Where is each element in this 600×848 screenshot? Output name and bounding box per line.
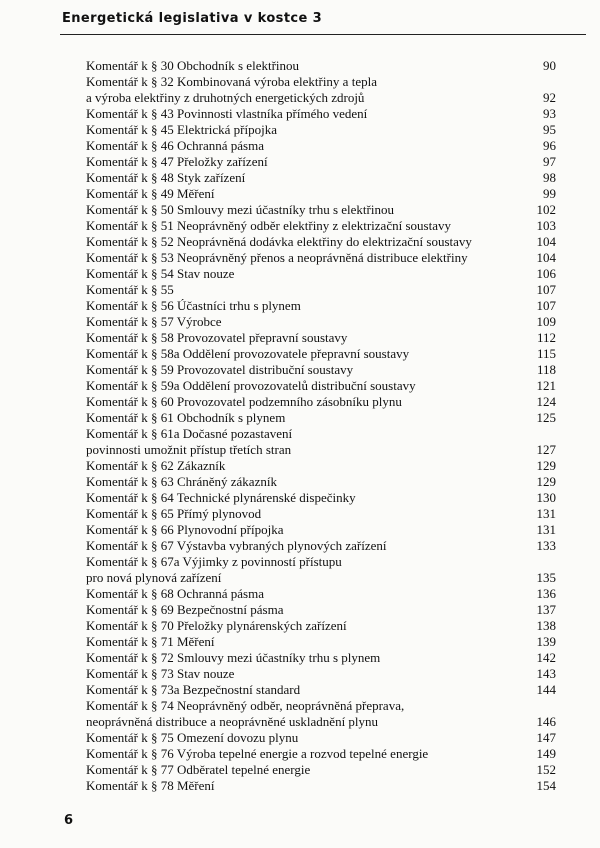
toc-entry bbox=[86, 250, 556, 266]
toc-entry-page: 95 bbox=[543, 122, 556, 137]
toc-entry-page: 125 bbox=[536, 410, 556, 425]
toc-entry-line bbox=[86, 570, 556, 586]
toc-entry-title: Komentář k § 61a Dočasné pozastavení bbox=[86, 426, 293, 441]
toc-entry-line bbox=[86, 330, 556, 346]
toc-entry bbox=[86, 218, 556, 234]
toc-entry-page: 124 bbox=[536, 394, 556, 409]
toc-entry-page: 96 bbox=[543, 138, 556, 153]
toc-entry-title: neoprávněná distribuce a neoprávněné uskladnění plynu bbox=[86, 714, 379, 729]
toc-entry-page: 135 bbox=[536, 570, 556, 585]
toc-entry-title: Komentář k § 74 Neoprávněný odběr, neoprávněná přeprava, bbox=[86, 698, 405, 713]
toc-entry-line bbox=[86, 314, 556, 330]
toc-entry-title: Komentář k § 53 Neoprávněný přenos a neoprávněná distribuce elektřiny bbox=[86, 250, 468, 265]
toc-entry-title: Komentář k § 59a Oddělení provozovatelů distribuční soustavy bbox=[86, 378, 416, 393]
toc-entry bbox=[86, 154, 556, 170]
toc-entry-title: Komentář k § 58a Oddělení provozovatele přepravní soustavy bbox=[86, 346, 410, 361]
toc-entry-title: Komentář k § 78 Měření bbox=[86, 778, 215, 793]
toc-entry-title: Komentář k § 48 Styk zařízení bbox=[86, 170, 246, 185]
toc-entry bbox=[86, 138, 556, 154]
toc-entry bbox=[86, 362, 556, 378]
toc-entry-page: 152 bbox=[536, 762, 556, 777]
toc-entry-title: Komentář k § 43 Povinnosti vlastníka přímého vedení bbox=[86, 106, 368, 121]
toc-entry-page: 115 bbox=[536, 346, 556, 361]
toc-entry bbox=[86, 314, 556, 330]
toc-entry-line bbox=[86, 746, 556, 762]
toc-entry bbox=[86, 458, 556, 474]
toc-entry-line bbox=[86, 362, 556, 378]
toc-entry-line bbox=[86, 58, 556, 74]
toc-entry-line bbox=[86, 154, 556, 170]
toc-entry-page: 154 bbox=[536, 778, 556, 793]
toc-entry-title: Komentář k § 67a Výjimky z povinností přístupu bbox=[86, 554, 342, 569]
toc-entry-line bbox=[86, 218, 556, 234]
toc-entry-title: Komentář k § 77 Odběratel tepelné energie bbox=[86, 762, 311, 777]
toc-entry-page: 144 bbox=[536, 682, 556, 697]
toc-entry-title: Komentář k § 46 Ochranná pásma bbox=[86, 138, 264, 153]
toc-entry-page: 138 bbox=[536, 618, 556, 633]
toc-entry-line bbox=[86, 90, 556, 106]
toc-entry-title: Komentář k § 72 Smlouvy mezi účastníky trhu s plynem bbox=[86, 650, 381, 665]
running-header-title: Energetická legislativa v kostce 3 bbox=[62, 11, 323, 26]
toc-entry-title: Komentář k § 69 Bezpečnostní pásma bbox=[86, 602, 284, 617]
toc-entry-line bbox=[86, 634, 556, 650]
toc-entry-title: Komentář k § 63 Chráněný zákazník bbox=[86, 474, 277, 489]
toc-entry bbox=[86, 410, 556, 426]
toc-entry-title: Komentář k § 45 Elektrická přípojka bbox=[86, 122, 277, 137]
toc-entry-line bbox=[86, 506, 556, 522]
toc-entry-title: Komentář k § 62 Zákazník bbox=[86, 458, 226, 473]
toc-entry-line bbox=[86, 234, 556, 250]
toc-entry-title: Komentář k § 50 Smlouvy mezi účastníky trhu s elektřinou bbox=[86, 202, 394, 217]
toc-entry bbox=[86, 666, 556, 682]
toc-entry-title: Komentář k § 75 Omezení dovozu plynu bbox=[86, 730, 299, 745]
toc-entry-title: pro nová plynová zařízení bbox=[86, 570, 222, 585]
toc-entry bbox=[86, 762, 556, 778]
toc-entry bbox=[86, 506, 556, 522]
toc-entry bbox=[86, 202, 556, 218]
toc-entry-page: 136 bbox=[536, 586, 556, 601]
toc-entry-line bbox=[86, 186, 556, 202]
toc-entry-page: 107 bbox=[536, 298, 556, 313]
toc-entry bbox=[86, 426, 556, 458]
toc-entry-line bbox=[86, 474, 556, 490]
toc-entry-line bbox=[86, 666, 556, 682]
toc-entry-page: 97 bbox=[543, 154, 556, 169]
table-of-contents bbox=[86, 58, 556, 794]
toc-entry bbox=[86, 618, 556, 634]
toc-entry bbox=[86, 122, 556, 138]
toc-entry-line bbox=[86, 682, 556, 698]
toc-entry-line bbox=[86, 586, 556, 602]
toc-entry-page: 139 bbox=[536, 634, 556, 649]
toc-entry-line bbox=[86, 74, 556, 90]
toc-entry bbox=[86, 746, 556, 762]
toc-entry-title: Komentář k § 67 Výstavba vybraných plynových zařízení bbox=[86, 538, 387, 553]
toc-entry-page: 129 bbox=[536, 458, 556, 473]
toc-entry bbox=[86, 282, 556, 298]
toc-entry-line bbox=[86, 138, 556, 154]
toc-entry-line bbox=[86, 490, 556, 506]
toc-entry-page: 127 bbox=[536, 442, 556, 457]
toc-entry-title: Komentář k § 30 Obchodník s elektřinou bbox=[86, 58, 300, 73]
toc-entry-title: Komentář k § 73a Bezpečnostní standard bbox=[86, 682, 301, 697]
toc-entry bbox=[86, 522, 556, 538]
toc-entry-page: 102 bbox=[536, 202, 556, 217]
toc-entry-line bbox=[86, 538, 556, 554]
toc-entry bbox=[86, 730, 556, 746]
toc-entry bbox=[86, 650, 556, 666]
toc-entry-page: 130 bbox=[536, 490, 556, 505]
toc-entry-page: 93 bbox=[543, 106, 556, 121]
toc-entry bbox=[86, 634, 556, 650]
toc-entry-page: 112 bbox=[536, 330, 556, 345]
toc-entry-line bbox=[86, 202, 556, 218]
toc-entry-page: 92 bbox=[543, 90, 556, 105]
toc-entry-page: 103 bbox=[536, 218, 556, 233]
toc-entry-line bbox=[86, 602, 556, 618]
toc-entry-page: 133 bbox=[536, 538, 556, 553]
toc-entry bbox=[86, 234, 556, 250]
toc-entry-page: 137 bbox=[536, 602, 556, 617]
toc-entry-line bbox=[86, 778, 556, 794]
toc-entry-line bbox=[86, 730, 556, 746]
toc-entry-title: Komentář k § 49 Měření bbox=[86, 186, 215, 201]
toc-entry-title: Komentář k § 61 Obchodník s plynem bbox=[86, 410, 286, 425]
toc-entry bbox=[86, 266, 556, 282]
toc-entry bbox=[86, 682, 556, 698]
toc-entry-line bbox=[86, 298, 556, 314]
toc-entry-title: Komentář k § 65 Přímý plynovod bbox=[86, 506, 262, 521]
toc-entry-title: Komentář k § 56 Účastníci trhu s plynem bbox=[86, 298, 301, 313]
toc-entry-title: Komentář k § 32 Kombinovaná výroba elektřiny a tepla bbox=[86, 74, 377, 89]
toc-entry-title: Komentář k § 60 Provozovatel podzemního zásobníku plynu bbox=[86, 394, 402, 409]
toc-entry bbox=[86, 74, 556, 106]
toc-entry bbox=[86, 106, 556, 122]
toc-entry-title: Komentář k § 54 Stav nouze bbox=[86, 266, 235, 281]
toc-entry bbox=[86, 554, 556, 586]
toc-entry-title: Komentář k § 73 Stav nouze bbox=[86, 666, 235, 681]
toc-entry-page: 129 bbox=[536, 474, 556, 489]
toc-entry-page: 106 bbox=[536, 266, 556, 281]
toc-entry-line bbox=[86, 522, 556, 538]
toc-entry-page: 107 bbox=[536, 282, 556, 297]
toc-entry-line bbox=[86, 714, 556, 730]
toc-entry-line bbox=[86, 698, 556, 714]
page-number: 6 bbox=[64, 813, 74, 828]
toc-entry-line bbox=[86, 410, 556, 426]
toc-entry bbox=[86, 186, 556, 202]
toc-entry-page: 104 bbox=[536, 250, 556, 265]
toc-entry bbox=[86, 298, 556, 314]
toc-entry bbox=[86, 538, 556, 554]
toc-entry-line bbox=[86, 378, 556, 394]
toc-entry-title: Komentář k § 70 Přeložky plynárenských zařízení bbox=[86, 618, 347, 633]
toc-entry-title: Komentář k § 57 Výrobce bbox=[86, 314, 222, 329]
toc-entry bbox=[86, 586, 556, 602]
toc-entry-line bbox=[86, 170, 556, 186]
toc-entry-page: 104 bbox=[536, 234, 556, 249]
toc-entry-page: 121 bbox=[536, 378, 556, 393]
toc-entry bbox=[86, 778, 556, 794]
toc-entry-title: Komentář k § 76 Výroba tepelné energie a rozvod tepelné energie bbox=[86, 746, 429, 761]
toc-entry-title: Komentář k § 47 Přeložky zařízení bbox=[86, 154, 268, 169]
toc-entry-line bbox=[86, 426, 556, 442]
toc-entry-title: Komentář k § 64 Technické plynárenské dispečinky bbox=[86, 490, 356, 505]
toc-entry-line bbox=[86, 394, 556, 410]
toc-entry-title: Komentář k § 55 bbox=[86, 282, 174, 297]
toc-entry-page: 131 bbox=[536, 522, 556, 537]
toc-entry-page: 142 bbox=[536, 650, 556, 665]
toc-entry-title: Komentář k § 51 Neoprávněný odběr elektřiny z elektrizační soustavy bbox=[86, 218, 451, 233]
toc-entry-title: Komentář k § 66 Plynovodní přípojka bbox=[86, 522, 284, 537]
toc-entry bbox=[86, 474, 556, 490]
toc-entry-line bbox=[86, 282, 556, 298]
toc-entry-title: Komentář k § 52 Neoprávněná dodávka elektřiny do elektrizační soustavy bbox=[86, 234, 472, 249]
toc-entry-page: 98 bbox=[543, 170, 556, 185]
toc-entry bbox=[86, 602, 556, 618]
toc-entry-line bbox=[86, 554, 556, 570]
toc-entry-page: 90 bbox=[543, 58, 556, 73]
toc-entry-page: 143 bbox=[536, 666, 556, 681]
toc-entry bbox=[86, 394, 556, 410]
toc-entry-title: povinnosti umožnit přístup třetích stran bbox=[86, 442, 292, 457]
header-rule bbox=[60, 34, 586, 35]
toc-entry-line bbox=[86, 618, 556, 634]
toc-entry-title: Komentář k § 59 Provozovatel distribuční soustavy bbox=[86, 362, 354, 377]
toc-entry bbox=[86, 346, 556, 362]
toc-entry-page: 109 bbox=[536, 314, 556, 329]
toc-entry bbox=[86, 58, 556, 74]
toc-entry-line bbox=[86, 346, 556, 362]
toc-entry-page: 118 bbox=[536, 362, 556, 377]
toc-entry-line bbox=[86, 122, 556, 138]
toc-entry bbox=[86, 330, 556, 346]
toc-entry-page: 131 bbox=[536, 506, 556, 521]
toc-entry-line bbox=[86, 458, 556, 474]
toc-entry bbox=[86, 698, 556, 730]
toc-entry-line bbox=[86, 250, 556, 266]
toc-entry-page: 146 bbox=[536, 714, 556, 729]
toc-entry-title: Komentář k § 58 Provozovatel přepravní soustavy bbox=[86, 330, 348, 345]
toc-entry bbox=[86, 378, 556, 394]
toc-entry-title: Komentář k § 71 Měření bbox=[86, 634, 215, 649]
toc-entry-line bbox=[86, 442, 556, 458]
toc-entry-page: 99 bbox=[543, 186, 556, 201]
toc-entry-line bbox=[86, 650, 556, 666]
toc-entry bbox=[86, 170, 556, 186]
toc-entry-line bbox=[86, 762, 556, 778]
toc-entry-title: Komentář k § 68 Ochranná pásma bbox=[86, 586, 264, 601]
toc-entry-page: 149 bbox=[536, 746, 556, 761]
toc-entry bbox=[86, 490, 556, 506]
toc-entry-page: 147 bbox=[536, 730, 556, 745]
toc-entry-title: a výroba elektřiny z druhotných energetických zdrojů bbox=[86, 90, 365, 105]
toc-entry-line bbox=[86, 106, 556, 122]
toc-entry-line bbox=[86, 266, 556, 282]
